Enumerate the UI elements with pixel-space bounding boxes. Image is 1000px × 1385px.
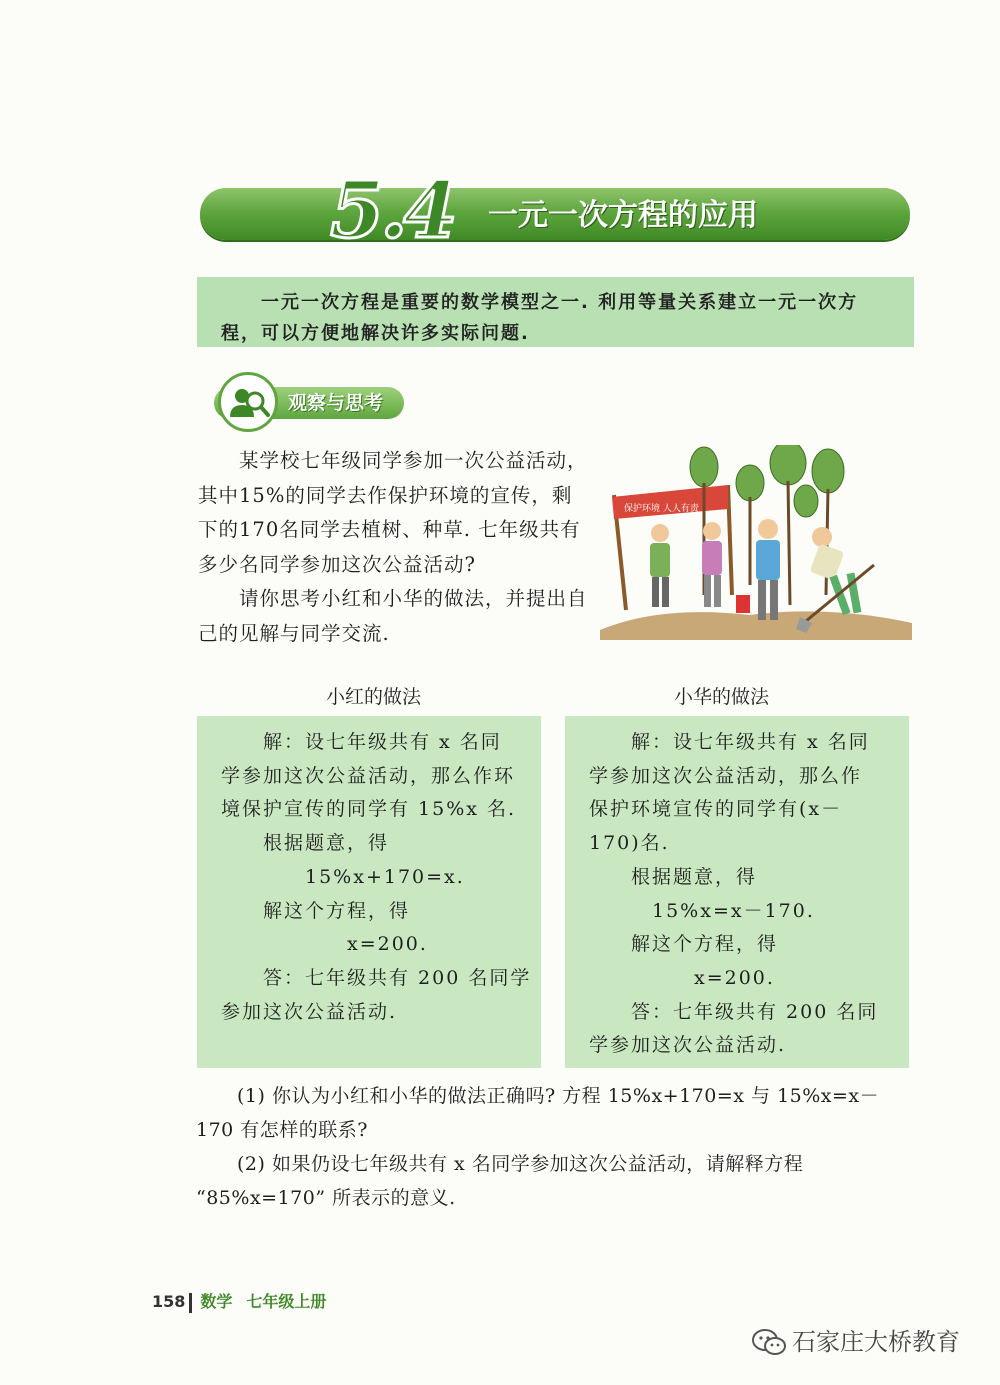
solution-line: x=200. xyxy=(221,933,428,956)
solution-line: 解：设七年级共有 x 名同 xyxy=(221,731,502,753)
page-number: 158 xyxy=(152,1292,186,1311)
wechat-icon xyxy=(752,1329,786,1357)
solution-line: 解：设七年级共有 x 名同 xyxy=(589,731,870,753)
question-1: (1) 你认为小红和小华的做法正确吗? 方程 15%x+170=x 与 15%x=x－170 有怎样的联系? xyxy=(196,1085,880,1141)
footer-divider xyxy=(189,1293,192,1313)
problem-paragraph-1: 某学校七年级同学参加一次公益活动，其中15%的同学去作保护环境的宣传，剩下的170名同学去植树、种草. 七年级共有多少名同学参加这次公益活动? xyxy=(198,449,588,576)
problem-paragraph-2: 请你思考小红和小华的做法，并提出自己的见解与同学交流. xyxy=(198,587,588,645)
solution-line: 答：七年级共有 200 名同 xyxy=(589,1000,879,1023)
solution-line: 学参加这次公益活动. xyxy=(589,1034,787,1057)
solution-line: 境保护宣传的同学有 15%x 名. xyxy=(221,798,517,821)
solution-line: 15%x=x－170. xyxy=(589,899,815,922)
solution-line: 根据题意，得 xyxy=(221,832,390,855)
xiaohong-solution-box xyxy=(197,716,541,1068)
tree-planting-illustration xyxy=(600,445,912,640)
solution-line: 学参加这次公益活动，那么作环 xyxy=(221,764,516,787)
solution-line: 根据题意，得 xyxy=(589,865,758,888)
watermark xyxy=(752,1322,960,1362)
intro-box xyxy=(197,277,914,347)
solution-line: 保护环境宣传的同学有(x－ xyxy=(589,798,843,821)
question-2: (2) 如果仍设七年级共有 x 名同学参加这次公益活动，请解释方程 “85%x=170” 所表示的意义. xyxy=(196,1153,804,1209)
section-title: 一元一次方程的应用 xyxy=(488,198,758,233)
questions xyxy=(196,1079,912,1215)
solution-line: 15%x+170=x. xyxy=(221,865,465,888)
solution-line: 解这个方程，得 xyxy=(589,933,779,956)
xiaohua-method-title: 小华的做法 xyxy=(674,686,770,708)
xiaohua-solution-lines xyxy=(589,726,891,1063)
footer-grade: 七年级上册 xyxy=(246,1292,327,1311)
xiaohong-solution-lines xyxy=(221,726,532,1029)
solution-line: 参加这次公益活动. xyxy=(221,1000,398,1023)
xiaohua-solution-box xyxy=(565,716,909,1068)
solution-line: x=200. xyxy=(589,966,775,989)
section-number: 5.4 xyxy=(330,165,454,256)
page-footer xyxy=(152,1290,340,1314)
observe-think-label: 观察与思考 xyxy=(288,392,384,414)
intro-text: 一元一次方程是重要的数学模型之一. 利用等量关系建立一元一次方程，可以方便地解决许多实际问题. xyxy=(221,292,859,344)
xiaohong-method-title: 小红的做法 xyxy=(326,686,422,708)
illustration-banner-text: 保护环境 人人有责 xyxy=(624,504,699,514)
solution-line: 答：七年级共有 200 名同学 xyxy=(221,966,532,989)
watermark-text: 石家庄大桥教育 xyxy=(792,1328,960,1356)
problem-text xyxy=(198,444,588,651)
solution-line: 学参加这次公益活动，那么作 xyxy=(589,764,863,787)
solution-line: 解这个方程，得 xyxy=(221,899,411,922)
people-magnifier-icon xyxy=(218,372,278,432)
footer-subject: 数学 xyxy=(200,1292,233,1311)
solution-line: 170)名. xyxy=(589,832,670,855)
